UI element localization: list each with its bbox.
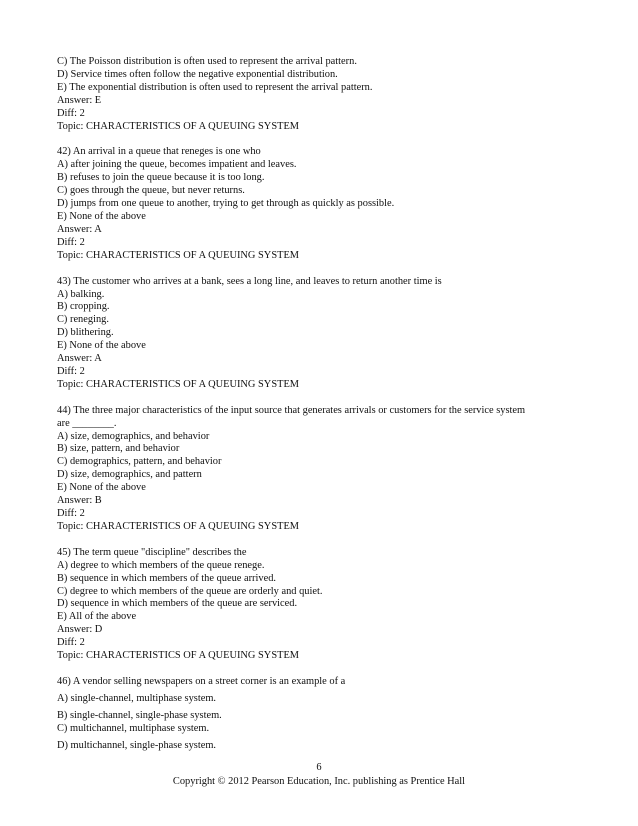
option-b: B) size, pattern, and behavior (57, 443, 180, 455)
document-page (57, 56, 597, 753)
copyright-footer: Copyright © 2012 Pearson Education, Inc. publishing as Prentice Hall (172, 776, 466, 787)
option-e: E) The exponential distribution is often used to represent the arrival pattern. (57, 81, 373, 93)
difficulty: Diff: 2 (57, 508, 85, 519)
topic: Topic: CHARACTERISTICS OF A QUEUING SYSTEM (57, 378, 300, 390)
question-text-line-2: are ________. (57, 417, 117, 429)
difficulty: Diff: 2 (57, 637, 85, 649)
question-text: 46) A vendor selling newspapers on a street corner is an example of a (57, 675, 346, 687)
answer: Answer: B (57, 495, 102, 507)
option-a: A) degree to which members of the queue renege. (57, 559, 265, 571)
option-d: D) blithering. (57, 327, 114, 339)
question-text: 45) The term queue "discipline" describes the (57, 546, 247, 558)
option-d: D) size, demographics, and pattern (57, 469, 202, 481)
topic: Topic: CHARACTERISTICS OF A QUEUING SYSTEM (57, 120, 300, 132)
option-a: A) size, demographics, and behavior (57, 430, 210, 442)
topic: Topic: CHARACTERISTICS OF A QUEUING SYSTEM (57, 520, 300, 532)
option-c: C) goes through the queue, but never returns. (57, 185, 245, 197)
option-b: B) single-channel, single-phase system. (57, 709, 222, 721)
difficulty: Diff: 2 (57, 107, 85, 119)
option-c: C) multichannel, multiphase system. (57, 722, 210, 734)
answer: Answer: A (57, 223, 102, 235)
answer: Answer: A (57, 353, 102, 365)
option-b: B) sequence in which members of the queue arrived. (57, 572, 276, 584)
option-e: E) None of the above (57, 340, 146, 352)
option-a: A) after joining the queue, becomes impatient and leaves. (57, 159, 297, 171)
topic: Topic: CHARACTERISTICS OF A QUEUING SYSTEM (57, 650, 300, 662)
option-c: C) reneging. (57, 314, 109, 326)
option-d: D) sequence in which members of the queue are serviced. (57, 598, 298, 610)
option-a: A) balking. (57, 288, 105, 300)
answer: Answer: E (57, 94, 102, 106)
question-45 (57, 547, 597, 663)
question-42 (57, 146, 597, 262)
option-a: A) single-channel, multiphase system. (57, 692, 217, 704)
option-c: C) The Poisson distribution is often used to represent the arrival pattern. (57, 56, 357, 67)
option-e: E) None of the above (57, 482, 146, 494)
option-e: E) All of the above (57, 611, 137, 623)
option-c: C) demographics, pattern, and behavior (57, 456, 222, 468)
question-text-line-1: 44) The three major characteristics of the input source that generates arrivals or customers for the service system (57, 404, 526, 416)
option-b: B) refuses to join the queue because it is too long. (57, 172, 265, 184)
option-b: B) cropping. (57, 301, 110, 313)
page-number: 6 (316, 762, 322, 773)
difficulty: Diff: 2 (57, 236, 85, 248)
question-44 (57, 405, 597, 534)
question-text: 42) An arrival in a queue that reneges is one who (57, 146, 261, 158)
option-c: C) degree to which members of the queue are orderly and quiet. (57, 585, 323, 597)
option-e: E) None of the above (57, 210, 146, 222)
question-46 (57, 676, 597, 753)
topic: Topic: CHARACTERISTICS OF A QUEUING SYSTEM (57, 249, 300, 261)
question-43 (57, 276, 597, 392)
difficulty: Diff: 2 (57, 365, 85, 377)
option-d: D) jumps from one queue to another, trying to get through as quickly as possible. (57, 198, 395, 210)
option-d: D) multichannel, single-phase system. (57, 739, 217, 751)
option-d: D) Service times often follow the negative exponential distribution. (57, 68, 338, 80)
answer: Answer: D (57, 624, 103, 636)
question-41-continued (57, 56, 597, 133)
question-text: 43) The customer who arrives at a bank, sees a long line, and leaves to return another time is (57, 275, 442, 287)
